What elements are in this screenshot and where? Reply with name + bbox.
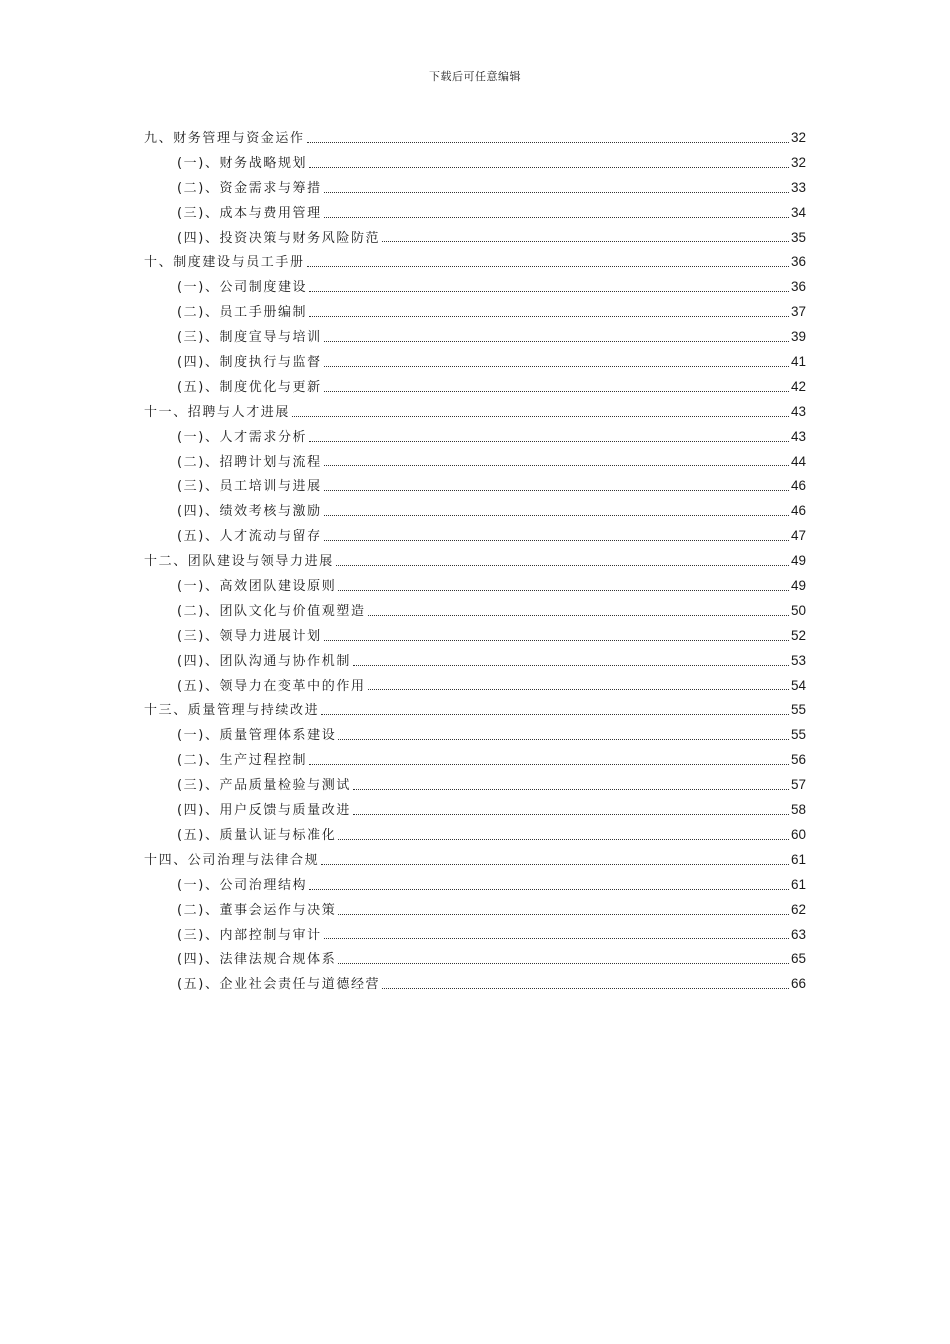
toc-entry-title: (一)、公司治理结构 bbox=[177, 877, 308, 893]
toc-entry[interactable] bbox=[144, 799, 806, 824]
toc-entry-page-number: 37 bbox=[790, 304, 806, 320]
toc-entry-title: (五)、企业社会责任与道德经营 bbox=[177, 977, 381, 993]
toc-entry-page-number: 46 bbox=[790, 478, 806, 494]
toc-dot-leader bbox=[324, 937, 789, 939]
toc-entry[interactable] bbox=[144, 351, 806, 376]
toc-entry-page-number: 46 bbox=[790, 503, 806, 519]
toc-entry[interactable] bbox=[144, 849, 806, 874]
toc-entry-page-number: 58 bbox=[790, 802, 806, 818]
toc-dot-leader bbox=[324, 390, 789, 392]
toc-dot-leader bbox=[324, 514, 789, 516]
toc-entry-title: (一)、财务战略规划 bbox=[177, 155, 308, 171]
toc-entry-title: 十一、招聘与人才进展 bbox=[144, 404, 291, 420]
toc-entry-page-number: 42 bbox=[790, 378, 806, 394]
toc-dot-leader bbox=[324, 539, 789, 541]
toc-entry[interactable] bbox=[144, 948, 806, 973]
toc-entry[interactable] bbox=[144, 127, 806, 152]
toc-dot-leader bbox=[324, 489, 789, 491]
toc-entry-page-number: 36 bbox=[790, 279, 806, 295]
toc-dot-leader bbox=[368, 688, 789, 690]
toc-entry[interactable] bbox=[144, 475, 806, 500]
toc-dot-leader bbox=[336, 564, 789, 566]
toc-dot-leader bbox=[307, 141, 789, 143]
toc-entry-title: 十四、公司治理与法律合规 bbox=[144, 852, 320, 868]
toc-dot-leader bbox=[338, 589, 789, 591]
toc-dot-leader bbox=[338, 738, 789, 740]
toc-entry-title: (三)、产品质量检验与测试 bbox=[177, 778, 351, 794]
toc-entry[interactable] bbox=[144, 227, 806, 252]
toc-entry-page-number: 47 bbox=[790, 528, 806, 544]
toc-entry-title: (五)、制度优化与更新 bbox=[177, 379, 322, 395]
toc-entry-title: (四)、团队沟通与协作机制 bbox=[177, 653, 351, 669]
toc-entry-page-number: 57 bbox=[790, 777, 806, 793]
toc-entry-title: (三)、成本与费用管理 bbox=[177, 205, 322, 221]
toc-entry-title: (四)、法律法规合规体系 bbox=[177, 952, 337, 968]
toc-entry-title: 九、财务管理与资金运作 bbox=[144, 131, 305, 146]
toc-entry[interactable] bbox=[144, 525, 806, 550]
toc-entry-page-number: 36 bbox=[790, 254, 806, 270]
toc-entry-page-number: 35 bbox=[790, 229, 806, 245]
toc-entry-page-number: 62 bbox=[790, 901, 806, 917]
toc-dot-leader bbox=[309, 166, 789, 168]
toc-entry-title: (二)、招聘计划与流程 bbox=[177, 454, 322, 470]
toc-entry-title: (二)、董事会运作与决策 bbox=[177, 902, 337, 918]
toc-dot-leader bbox=[382, 987, 789, 989]
toc-entry-page-number: 53 bbox=[790, 652, 806, 668]
toc-entry[interactable] bbox=[144, 724, 806, 749]
toc-entry[interactable] bbox=[144, 874, 806, 899]
toc-entry-title: (三)、内部控制与审计 bbox=[177, 927, 322, 943]
toc-entry[interactable] bbox=[144, 326, 806, 351]
toc-dot-leader bbox=[324, 365, 789, 367]
toc-dot-leader bbox=[324, 191, 789, 193]
toc-entry-title: (三)、员工培训与进展 bbox=[177, 479, 322, 495]
toc-entry-title: (一)、质量管理体系建设 bbox=[177, 728, 337, 744]
toc-dot-leader bbox=[338, 913, 789, 915]
toc-entry[interactable] bbox=[144, 276, 806, 301]
toc-dot-leader bbox=[307, 265, 789, 267]
toc-entry-page-number: 63 bbox=[790, 926, 806, 942]
toc-entry-title: (二)、生产过程控制 bbox=[177, 753, 308, 769]
toc-entry-title: (五)、人才流动与留存 bbox=[177, 529, 322, 545]
toc-entry-title: (五)、领导力在变革中的作用 bbox=[177, 678, 366, 694]
toc-entry[interactable] bbox=[144, 177, 806, 202]
toc-entry[interactable] bbox=[144, 699, 806, 724]
toc-entry[interactable] bbox=[144, 500, 806, 525]
toc-dot-leader bbox=[324, 464, 789, 466]
toc-entry-title: (三)、领导力进展计划 bbox=[177, 628, 322, 644]
toc-entry[interactable] bbox=[144, 401, 806, 426]
toc-dot-leader bbox=[309, 440, 789, 442]
toc-entry-title: (一)、高效团队建设原则 bbox=[177, 579, 337, 595]
toc-entry-title: (二)、资金需求与筹措 bbox=[177, 180, 322, 196]
toc-entry[interactable] bbox=[144, 625, 806, 650]
toc-entry[interactable] bbox=[144, 451, 806, 476]
toc-entry-title: (四)、用户反馈与质量改进 bbox=[177, 803, 351, 819]
toc-entry-page-number: 34 bbox=[790, 204, 806, 220]
toc-entry[interactable] bbox=[144, 600, 806, 625]
toc-dot-leader bbox=[353, 664, 789, 666]
toc-dot-leader bbox=[292, 415, 789, 417]
toc-entry-page-number: 49 bbox=[790, 553, 806, 569]
toc-entry-page-number: 32 bbox=[790, 130, 806, 145]
toc-dot-leader bbox=[353, 813, 789, 815]
toc-entry-page-number: 43 bbox=[790, 403, 806, 419]
toc-dot-leader bbox=[338, 962, 789, 964]
toc-entry[interactable] bbox=[144, 899, 806, 924]
toc-dot-leader bbox=[324, 639, 789, 641]
toc-dot-leader bbox=[368, 614, 789, 616]
table-of-contents bbox=[144, 127, 806, 998]
toc-entry[interactable] bbox=[144, 774, 806, 799]
toc-entry-title: (一)、人才需求分析 bbox=[177, 429, 308, 445]
toc-entry[interactable] bbox=[144, 550, 806, 575]
toc-entry-title: (五)、质量认证与标准化 bbox=[177, 827, 337, 843]
toc-entry-title: (二)、员工手册编制 bbox=[177, 305, 308, 321]
toc-entry-title: (四)、制度执行与监督 bbox=[177, 355, 322, 371]
toc-entry[interactable] bbox=[144, 575, 806, 600]
toc-entry[interactable] bbox=[144, 924, 806, 949]
toc-entry[interactable] bbox=[144, 376, 806, 401]
toc-entry[interactable] bbox=[144, 675, 806, 700]
toc-dot-leader bbox=[309, 290, 789, 292]
toc-dot-leader bbox=[338, 838, 789, 840]
toc-entry-page-number: 44 bbox=[790, 453, 806, 469]
toc-dot-leader bbox=[382, 240, 789, 242]
toc-entry[interactable] bbox=[144, 202, 806, 227]
toc-entry-page-number: 33 bbox=[790, 179, 806, 195]
toc-entry-page-number: 61 bbox=[790, 851, 806, 867]
toc-entry-page-number: 65 bbox=[790, 951, 806, 967]
toc-dot-leader bbox=[353, 788, 789, 790]
toc-entry-page-number: 50 bbox=[790, 602, 806, 618]
toc-entry-page-number: 43 bbox=[790, 428, 806, 444]
toc-dot-leader bbox=[309, 315, 789, 317]
toc-dot-leader bbox=[309, 763, 789, 765]
toc-entry-page-number: 32 bbox=[790, 154, 806, 170]
toc-entry-page-number: 49 bbox=[790, 578, 806, 594]
page-header: 下载后可任意编辑 bbox=[429, 70, 521, 83]
toc-entry[interactable] bbox=[144, 650, 806, 675]
toc-entry-page-number: 54 bbox=[790, 677, 806, 693]
toc-dot-leader bbox=[324, 216, 789, 218]
toc-entry-page-number: 61 bbox=[790, 876, 806, 892]
toc-entry[interactable] bbox=[144, 301, 806, 326]
toc-entry-page-number: 66 bbox=[790, 976, 806, 992]
toc-entry-page-number: 55 bbox=[790, 702, 806, 718]
toc-entry-page-number: 41 bbox=[790, 354, 806, 370]
toc-entry-page-number: 55 bbox=[790, 727, 806, 743]
toc-dot-leader bbox=[309, 888, 789, 890]
toc-entry-title: (四)、绩效考核与激励 bbox=[177, 504, 322, 520]
toc-entry-page-number: 60 bbox=[790, 826, 806, 842]
toc-entry[interactable] bbox=[144, 973, 806, 998]
toc-entry-title: (四)、投资决策与财务风险防范 bbox=[177, 230, 381, 246]
toc-dot-leader bbox=[324, 340, 789, 342]
toc-dot-leader bbox=[321, 863, 789, 865]
toc-entry-page-number: 56 bbox=[790, 752, 806, 768]
toc-entry-page-number: 52 bbox=[790, 627, 806, 643]
toc-dot-leader bbox=[321, 713, 789, 715]
toc-entry[interactable] bbox=[144, 426, 806, 451]
toc-entry[interactable] bbox=[144, 251, 806, 276]
toc-entry-title: (三)、制度宣导与培训 bbox=[177, 330, 322, 346]
toc-entry[interactable] bbox=[144, 749, 806, 774]
toc-entry-page-number: 39 bbox=[790, 329, 806, 345]
toc-entry[interactable] bbox=[144, 824, 806, 849]
toc-entry-title: (二)、团队文化与价值观塑造 bbox=[177, 603, 366, 619]
toc-entry-title: 十三、质量管理与持续改进 bbox=[144, 703, 320, 719]
toc-entry-title: 十二、团队建设与领导力进展 bbox=[144, 554, 334, 570]
toc-entry-title: (一)、公司制度建设 bbox=[177, 280, 308, 296]
toc-entry-title: 十、制度建设与员工手册 bbox=[144, 255, 305, 271]
toc-entry[interactable] bbox=[144, 152, 806, 177]
